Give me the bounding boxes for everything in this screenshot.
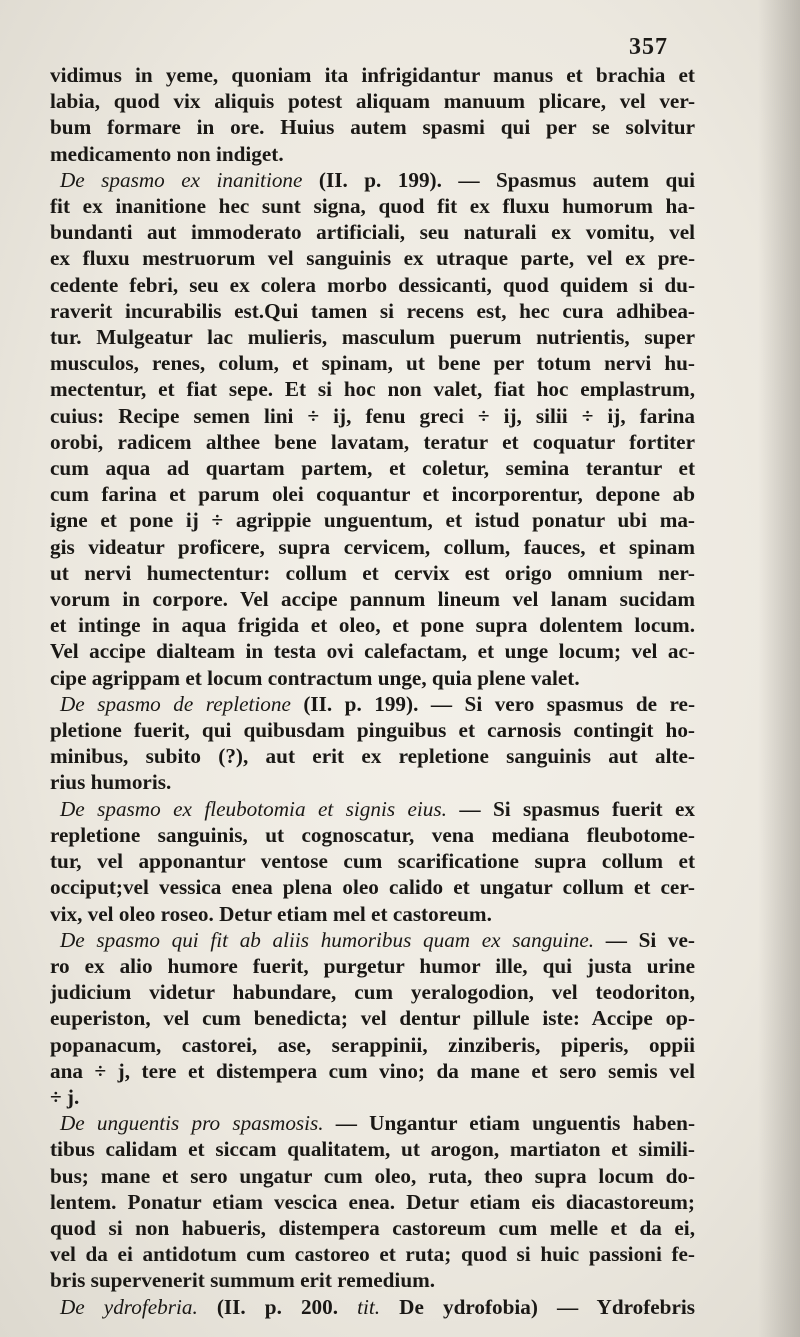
text-line: repletione sanguinis, ut cognoscatur, vena mediana fleubotome- bbox=[50, 822, 695, 847]
text-line: ut nervi humectentur: collum et cervix est origo omnium ner- bbox=[50, 560, 695, 585]
page-number: 357 bbox=[629, 34, 668, 60]
section-line bbox=[50, 927, 695, 953]
section-line bbox=[50, 167, 695, 193]
text-line: bum formare in ore. Huius autem spasmi qui per se solvitur bbox=[50, 115, 695, 140]
section-heading: De spasmo qui fit ab aliis humoribus quam ex sanguine. bbox=[60, 927, 595, 952]
section-line bbox=[50, 1294, 695, 1320]
text-line: judicium videtur habundare, cum yeralogodion, vel teodoriton, bbox=[50, 980, 695, 1005]
section-heading-rest: — Ungantur etiam unguentis haben- bbox=[323, 1111, 695, 1136]
section-heading-rest: — Si spasmus fuerit ex bbox=[446, 796, 695, 821]
text-line: gis videatur proficere, supra cervicem, collum, fauces, et spinam bbox=[50, 534, 695, 559]
text-line: vel da ei antidotum cum castoreo et ruta; quod si huic passioni fe- bbox=[50, 1242, 695, 1267]
section-heading: De spasmo ex inanitione bbox=[60, 167, 303, 192]
text-line: cum aqua ad quartam partem, et coletur, semina terantur et bbox=[50, 456, 695, 481]
text-line: fit ex inanitione hec sunt signa, quod fit ex fluxu humorum ha- bbox=[50, 194, 695, 219]
page-body-text bbox=[50, 62, 695, 1320]
text-line: euperiston, vel cum benedicta; vel dentur pillule iste: Accipe op- bbox=[50, 1006, 695, 1031]
text-line: bris supervenerit summum erit remedium. bbox=[50, 1268, 436, 1293]
section-heading: De ydrofebria. bbox=[60, 1294, 198, 1319]
text-line: popanacum, castorei, ase, serappinii, zinziberis, piperis, oppii bbox=[50, 1032, 695, 1057]
text-line: vix, vel oleo roseo. Detur etiam mel et castoreum. bbox=[50, 901, 492, 926]
text-line: musculos, renes, colum, et spinam, ut bene per totum nervi hu- bbox=[50, 351, 695, 376]
section-heading-rest: (II. p. 200. bbox=[197, 1294, 358, 1319]
text-line: medicamento non indiget. bbox=[50, 141, 284, 166]
text-line: mectentur, et fiat sepe. Et si hoc non valet, fiat hoc emplastrum, bbox=[50, 377, 695, 402]
section-line bbox=[50, 796, 695, 822]
section-heading: De unguentis pro spasmosis. bbox=[60, 1111, 324, 1136]
text-line: orobi, radicem althee bene lavatam, teratur et coquatur fortiter bbox=[50, 429, 695, 454]
section-heading-rest: (II. p. 199). — Spasmus autem qui bbox=[302, 167, 695, 192]
section-heading: De spasmo ex fleubotomia et signis eius. bbox=[60, 796, 447, 821]
section-heading-rest: (II. p. 199). — Si vero spasmus de re- bbox=[290, 691, 695, 716]
text-line: ÷ j. bbox=[50, 1084, 80, 1109]
text-line: cedente febri, seu ex colera morbo dessicanti, quod quidem si du- bbox=[50, 272, 695, 297]
text-line: raverit incurabilis est.Qui tamen si recens est, hec cura adhibea- bbox=[50, 298, 695, 323]
section-heading-rest: De ydrofobia) — Ydrofebris bbox=[380, 1294, 695, 1319]
text-line: pletione fuerit, qui quibusdam pinguibus et carnosis contingit ho- bbox=[50, 718, 695, 743]
text-line: cipe agrippam et locum contractum unge, quia plene valet. bbox=[50, 665, 580, 690]
text-line: minibus, subito (?), aut erit ex repletione sanguinis aut alte- bbox=[50, 744, 695, 769]
section-line bbox=[50, 691, 695, 717]
text-line: et intinge in aqua frigida et oleo, et pone supra dolentem locum. bbox=[50, 613, 695, 638]
section-heading: De spasmo de repletione bbox=[60, 691, 291, 716]
text-line: tur. Mulgeatur lac mulieris, masculum puerum nutrientis, super bbox=[50, 325, 695, 350]
text-line: vidimus in yeme, quoniam ita infrigidantur manus et brachia et bbox=[50, 63, 695, 87]
text-line: ana ÷ j, tere et distempera cum vino; da mane et sero semis vel bbox=[50, 1058, 695, 1083]
text-line: bundanti aut immoderato artificiali, seu naturali ex vomitu, vel bbox=[50, 220, 695, 245]
text-line: labia, quod vix aliquis potest aliquam manuum plicare, vel ver- bbox=[50, 89, 695, 114]
text-line: cum farina et parum olei coquantur et incorporentur, depone ab bbox=[50, 482, 695, 507]
text-line: vorum in corpore. Vel accipe pannum lineum vel lanam sucidam bbox=[50, 587, 695, 612]
text-line: Vel accipe dialteam in testa ovi calefactam, et unge locum; vel ac- bbox=[50, 639, 695, 664]
text-line: tibus calidam et siccam qualitatem, ut arogon, martiaton et simili- bbox=[50, 1137, 695, 1162]
text-line: bus; mane et sero ungatur cum oleo, ruta, theo supra locum do- bbox=[50, 1163, 695, 1188]
section-heading-rest: — Si ve- bbox=[594, 927, 695, 952]
text-line: tur, vel apponantur ventose cum scarificatione supra collum et bbox=[50, 849, 695, 874]
page-edge-shadow bbox=[758, 0, 800, 1337]
text-line: rius humoris. bbox=[50, 770, 172, 795]
text-line: occiput;vel vessica enea plena oleo calido et ungatur collum et cer- bbox=[50, 875, 695, 900]
section-line bbox=[50, 1110, 695, 1136]
section-heading-abbrev: tit. bbox=[357, 1294, 381, 1319]
text-line: ex fluxu mestruorum vel sanguinis ex utraque parte, vel ex pre- bbox=[50, 246, 695, 271]
text-line: lentem. Ponatur etiam vescica enea. Detur etiam eis diacastoreum; bbox=[50, 1189, 695, 1214]
text-line: igne et pone ij ÷ agrippie unguentum, et istud ponatur ubi ma- bbox=[50, 508, 695, 533]
text-line: cuius: Recipe semen lini ÷ ij, fenu greci ÷ ij, silii ÷ ij, farina bbox=[50, 403, 695, 428]
text-line: quod si non habueris, distempera castoreum cum melle et da ei, bbox=[50, 1215, 695, 1240]
text-line: ro ex alio humore fuerit, purgetur humor ille, qui justa urine bbox=[50, 953, 695, 978]
